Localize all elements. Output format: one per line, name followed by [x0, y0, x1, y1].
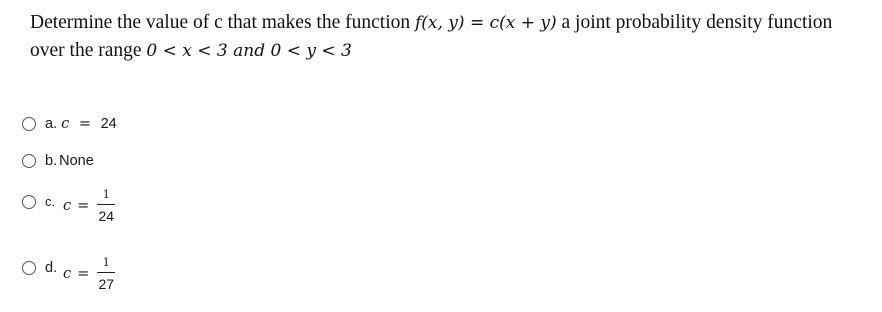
range-formula: 0 < x < 3 and 0 < y < 3: [146, 41, 352, 61]
option-c-letter: c.: [45, 194, 56, 209]
option-a[interactable]: [22, 114, 117, 134]
option-c-fraction-bar: [97, 204, 115, 205]
option-d-eq: =: [77, 266, 90, 282]
option-a-radio[interactable]: [22, 117, 36, 131]
option-d-radio[interactable]: [22, 261, 36, 275]
option-a-formula: [61, 114, 117, 134]
option-c-fraction: [97, 188, 115, 224]
option-c-radio[interactable]: [22, 195, 36, 209]
option-c-lhs: c: [63, 198, 72, 214]
option-c[interactable]: [22, 192, 55, 212]
option-a-letter: a.: [45, 116, 58, 132]
function-formula: f(x, y) = c(x + y): [414, 13, 557, 33]
option-d-fraction: [97, 256, 115, 292]
question-text-part-2: a joint probability density function over the range: [30, 12, 833, 61]
option-d-lhs: c: [63, 266, 72, 282]
option-d-letter: d.: [45, 260, 58, 276]
option-c-numerator: 1: [102, 188, 110, 201]
option-d-fraction-bar: [97, 272, 115, 273]
option-d-formula: [63, 256, 115, 292]
option-c-formula: [63, 188, 115, 224]
question-text-part-1: Determine the value of c that makes the function: [30, 12, 415, 33]
option-b[interactable]: [22, 151, 94, 171]
question-text: [30, 9, 870, 65]
option-a-value: 24: [100, 116, 117, 132]
option-b-radio[interactable]: [22, 154, 36, 168]
option-d-denominator: 27: [98, 276, 115, 292]
option-a-lhs: c: [61, 116, 70, 132]
option-b-letter: b.: [45, 153, 58, 169]
option-b-text: None: [59, 153, 94, 169]
option-c-denominator: 24: [98, 208, 115, 224]
option-d-numerator: 1: [102, 256, 110, 269]
option-a-eq: =: [78, 116, 91, 132]
option-d[interactable]: [22, 258, 57, 278]
option-c-eq: =: [77, 198, 90, 214]
